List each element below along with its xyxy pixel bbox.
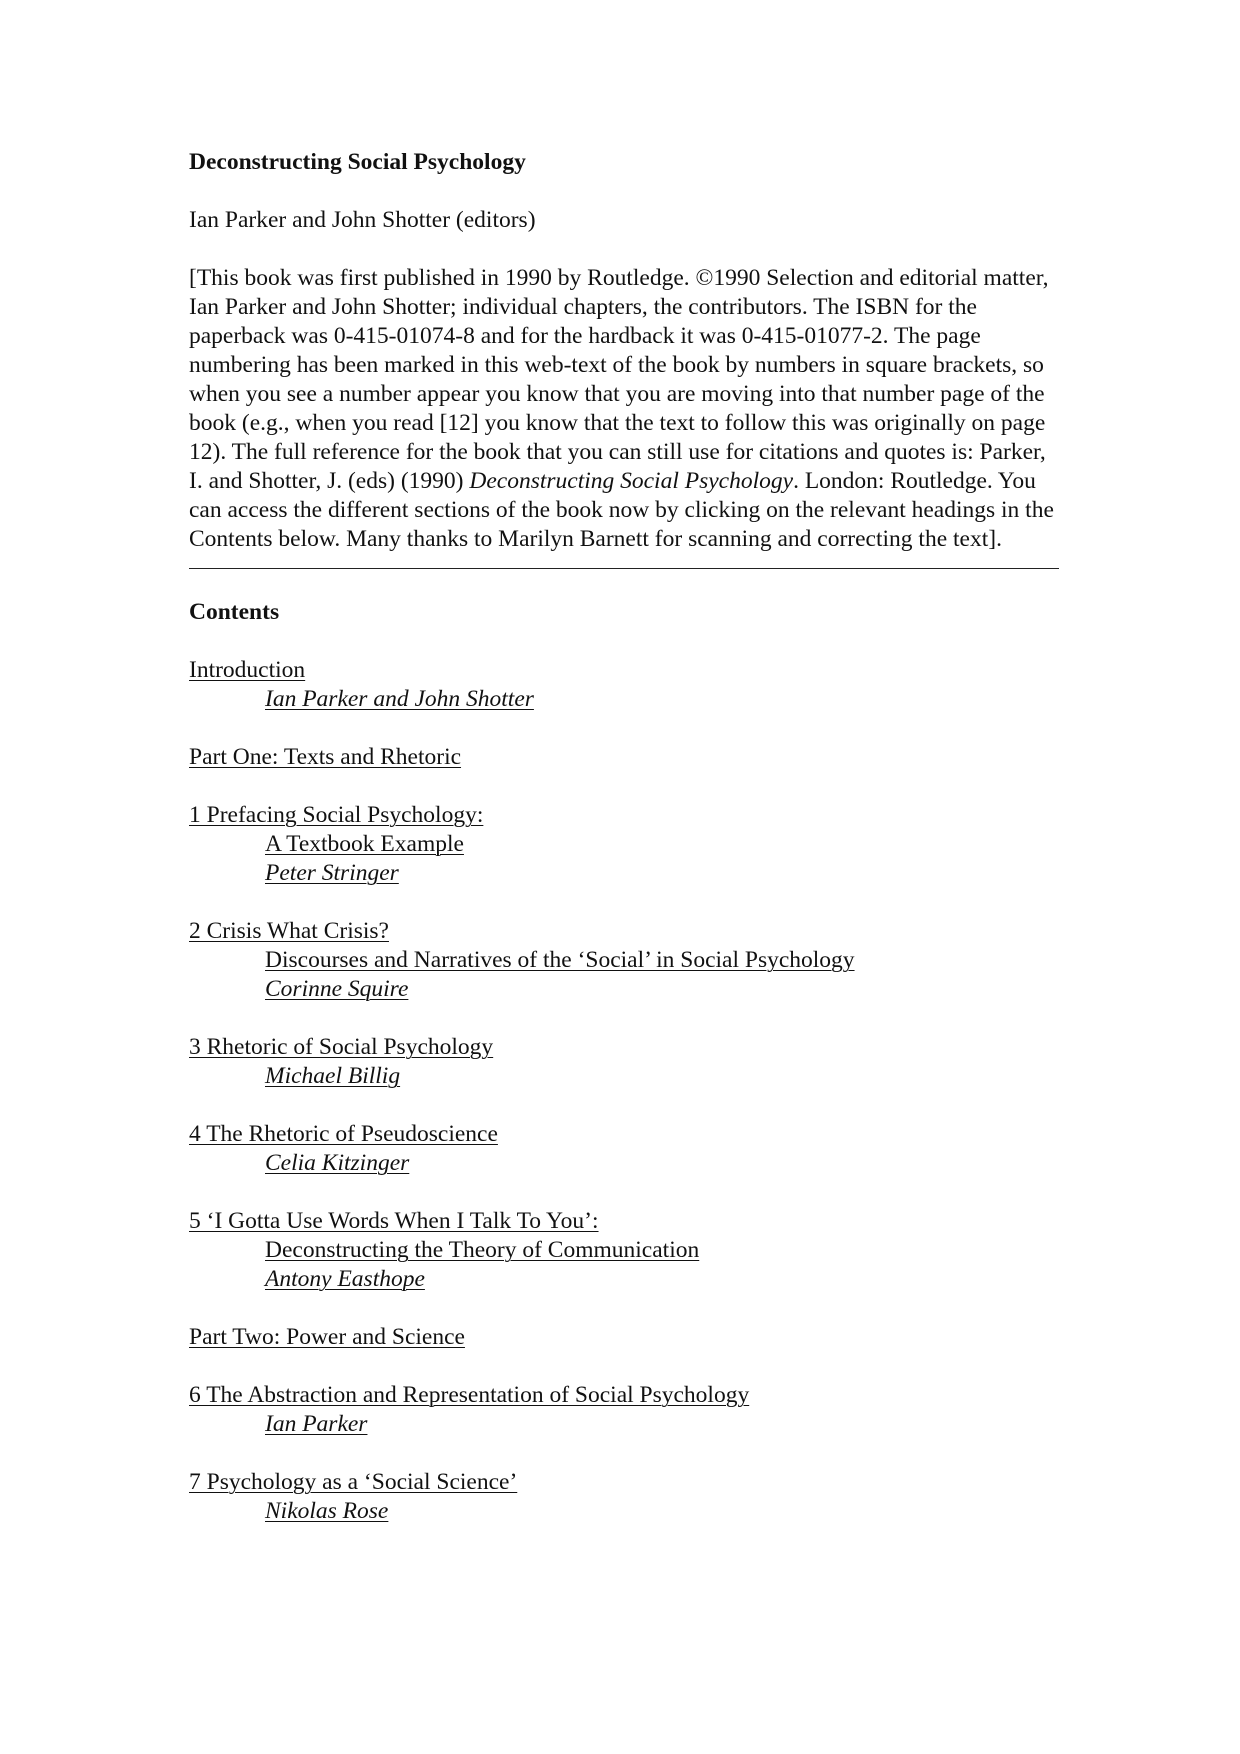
toc-link-chapter-4-author[interactable]: Celia Kitzinger [265, 1150, 410, 1176]
toc-entry-chapter-5 [189, 1207, 1059, 1294]
toc-entry-chapter-3 [189, 1033, 1059, 1091]
toc-entry-part-one [189, 743, 1059, 772]
note-book-title: Deconstructing Social Psychology [469, 468, 794, 494]
toc-link-chapter-4[interactable]: 4 The Rhetoric of Pseudoscience [189, 1121, 498, 1147]
contents-heading: Contents [189, 599, 280, 625]
note-text-start: [This book was first published in 1990 by Routledge. ©1990 Selection and editorial matter, Ian Parker and John Shotter; individual chapters, the contributors. The ISBN for the paperback was 0-415-01074-8 and for the hardback it was 0-415-01077-2. The page numbering has been marked in this web-text of the book by numbers in square brackets, so when you see a number appear you know that you are moving into that number page of the book (e.g., when you read [12] you know that the text to follow this was originally on page 12). The full reference for the book that you can still use for citations and quotes is: Parker, I. and Shotter, J. (eds) (1990) [189, 265, 1049, 494]
divider-rule [189, 568, 1059, 569]
toc-link-chapter-5-author[interactable]: Antony Easthope [265, 1266, 425, 1292]
toc-link-chapter-7-author[interactable]: Nikolas Rose [265, 1498, 389, 1524]
toc-entry-chapter-6 [189, 1381, 1059, 1439]
toc-link-chapter-5-subtitle[interactable]: Deconstructing the Theory of Communication [265, 1237, 700, 1263]
toc-link-chapter-2[interactable]: 2 Crisis What Crisis? [189, 918, 389, 944]
toc-link-chapter-2-author[interactable]: Corinne Squire [265, 976, 409, 1002]
toc-link-chapter-3[interactable]: 3 Rhetoric of Social Psychology [189, 1034, 494, 1060]
toc-entry-introduction [189, 656, 1059, 714]
toc-link-chapter-6-author[interactable]: Ian Parker [265, 1411, 368, 1437]
editors-line: Ian Parker and John Shotter (editors) [189, 207, 536, 233]
toc-link-chapter-2-subtitle[interactable]: Discourses and Narratives of the ‘Social’ in Social Psychology [265, 947, 855, 973]
toc-link-introduction-author[interactable]: Ian Parker and John Shotter [265, 686, 534, 712]
toc-link-part-two[interactable]: Part Two: Power and Science [189, 1324, 465, 1350]
toc-entry-chapter-2 [189, 917, 1059, 1004]
toc-link-chapter-3-author[interactable]: Michael Billig [265, 1063, 401, 1089]
toc-link-chapter-6[interactable]: 6 The Abstraction and Representation of Social Psychology [189, 1382, 750, 1408]
toc-entry-chapter-4 [189, 1120, 1059, 1178]
toc-link-chapter-1-subtitle[interactable]: A Textbook Example [265, 831, 464, 857]
document-page [189, 148, 1059, 1555]
toc-link-chapter-1[interactable]: 1 Prefacing Social Psychology: [189, 802, 484, 828]
toc-link-chapter-1-author[interactable]: Peter Stringer [265, 860, 399, 886]
toc-entry-chapter-1 [189, 801, 1059, 888]
toc-link-chapter-5[interactable]: 5 ‘I Gotta Use Words When I Talk To You’: [189, 1208, 599, 1234]
publication-note [189, 264, 1059, 554]
note-text-end: . London: Routledge. You can access the different sections of the book now by clicking on the relevant headings in the Contents below. Many thanks to Marilyn Barnett for scanning and correcting the text]. [189, 468, 1054, 552]
toc-link-part-one[interactable]: Part One: Texts and Rhetoric [189, 744, 462, 770]
toc-entry-chapter-7 [189, 1468, 1059, 1526]
toc-link-introduction[interactable]: Introduction [189, 657, 306, 683]
toc-entry-part-two [189, 1323, 1059, 1352]
document-title: Deconstructing Social Psychology [189, 149, 526, 175]
toc-link-chapter-7[interactable]: 7 Psychology as a ‘Social Science’ [189, 1469, 518, 1495]
